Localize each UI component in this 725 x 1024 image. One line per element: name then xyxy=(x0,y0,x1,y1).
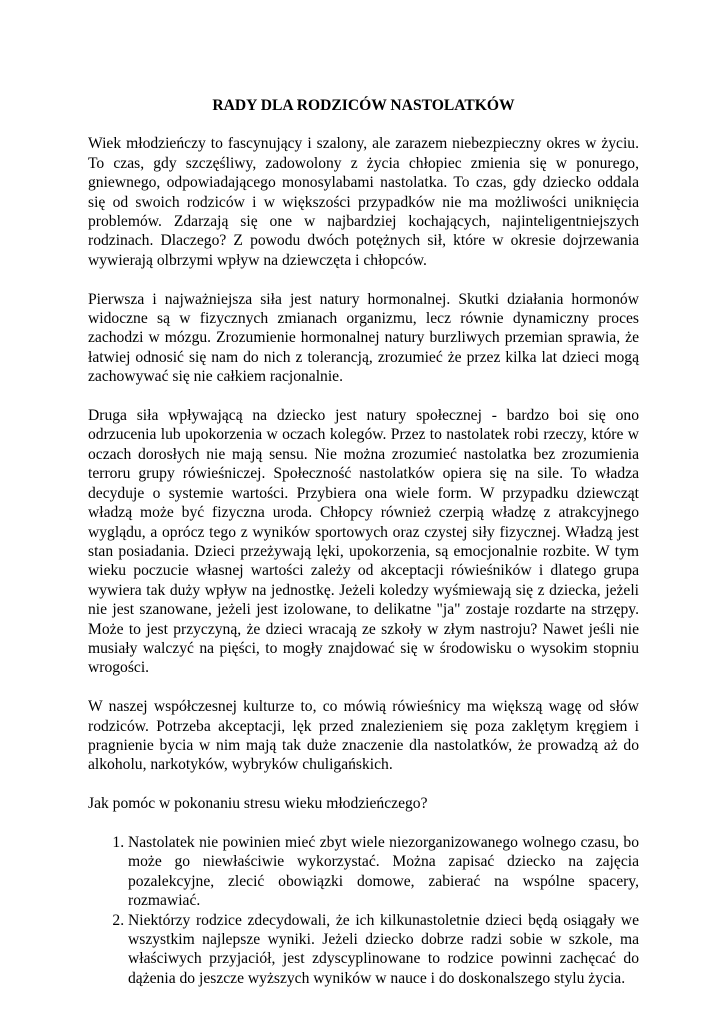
advice-list xyxy=(88,833,639,988)
paragraph-social: Druga siła wpływającą na dziecko jest natury społecznej - bardzo boi się ono odrzucenia lub upokorzenia w oczach kolegów. Przez to nastolatek robi rzeczy, które w oczach dorosłych nie mają sensu. Nie można zrozumieć nastolatka bez zrozumienia terroru grupy rówieśniczej. Społeczność nastolatków opiera się na sile. To władza decyduje o systemie wartości. Przybiera ona wiele form. W przypadku dziewcząt władzą może być fizyczna uroda. Chłopcy również czerpią władzę z atrakcyjnego wyglądu, a oprócz tego z wyników sportowych oraz czystej siły fizycznej. Władzą jest stan posiadania. Dzieci przeżywają lęki, upokorzenia, są emocjonalnie rozbite. W tym wieku poczucie własnej wartości zależy od akceptacji rówieśników i dlatego grupa wywiera tak duży wpływ na jednostkę. Jeżeli koledzy wyśmiewają się z dziecka, jeżeli nie jest szanowane, jeżeli jest izolowane, to delikatne "ja" zostaje rozdarte na strzępy. Może to jest przyczyną, że dzieci wracają ze szkoły w złym nastroju? Nawet jeśli nie musiały walczyć na pięści, to mogły znajdować się w środowisku o wysokim stopniu wrogości. xyxy=(88,407,639,677)
paragraph-hormonal: Pierwsza i najważniejsza siła jest natury hormonalnej. Skutki działania hormonów widoczne są w fizycznych zmianach organizmu, lecz równie dynamiczny proces zachodzi w mózgu. Zrozumienie hormonalnej natury burzliwych przemian sprawia, że łatwiej odnosić się nam do nich z tolerancją, zrozumieć że przez kilka lat dzieci mogą zachowywać się nie całkiem racjonalnie. xyxy=(88,290,639,386)
list-item: 1. Nastolatek nie powinien mieć zbyt wiele niezorganizowanego wolnego czasu, bo może go niewłaściwie wykorzystać. Można zapisać dziecko na zajęcia pozalekcyjne, zlecić obowiązki domowe, zabierać na wspólne spacery, rozmawiać. xyxy=(128,833,639,911)
paragraph-intro: Wiek młodzieńczy to fascynujący i szalony, ale zarazem niebezpieczny okres w życiu. To czas, gdy szczęśliwy, zadowolony z życia chłopiec zmienia się w ponurego, gniewnego, odpowiadającego monosylabami nastolatka. To czas, gdy dziecko oddala się od swoich rodziców i w większości przypadków nie ma możliwości uniknięcia problemów. Zdarzają się one w najbardziej kochających, najinteligentniejszych rodzinach. Dlaczego? Z powodu dwóch potężnych sił, które w okresie dojrzewania wywierają olbrzymi wpływ na dziewczęta i chłopców. xyxy=(88,135,639,269)
paragraph-culture: W naszej współczesnej kulturze to, co mówią rówieśnicy ma większą wagę od słów rodziców. Potrzeba akceptacji, lęk przed znalezieniem się poza zaklętym kręgiem i pragnienie bycia w nim mają tak duże znaczenie dla nastolatków, że prowadzą aż do alkoholu, narkotyków, wybryków chuligańskich. xyxy=(88,698,639,774)
list-item: 2. Niektórzy rodzice zdecydowali, że ich kilkunastoletnie dzieci będą osiągały we wszystkim najlepsze wyniki. Jeżeli dziecko dobrze radzi sobie w szkole, ma właściwych przyjaciół, jest zdyscyplinowane to rodzice powinni zachęcać do dążenia do jeszcze wyższych wyników w nauce i do doskonalszego stylu życia. xyxy=(128,911,639,989)
document-page xyxy=(88,96,639,988)
document-title: RADY DLA RODZICÓW NASTOLATKÓW xyxy=(212,97,515,114)
question-heading: Jak pomóc w pokonaniu stresu wieku młodzieńczego? xyxy=(88,795,428,813)
